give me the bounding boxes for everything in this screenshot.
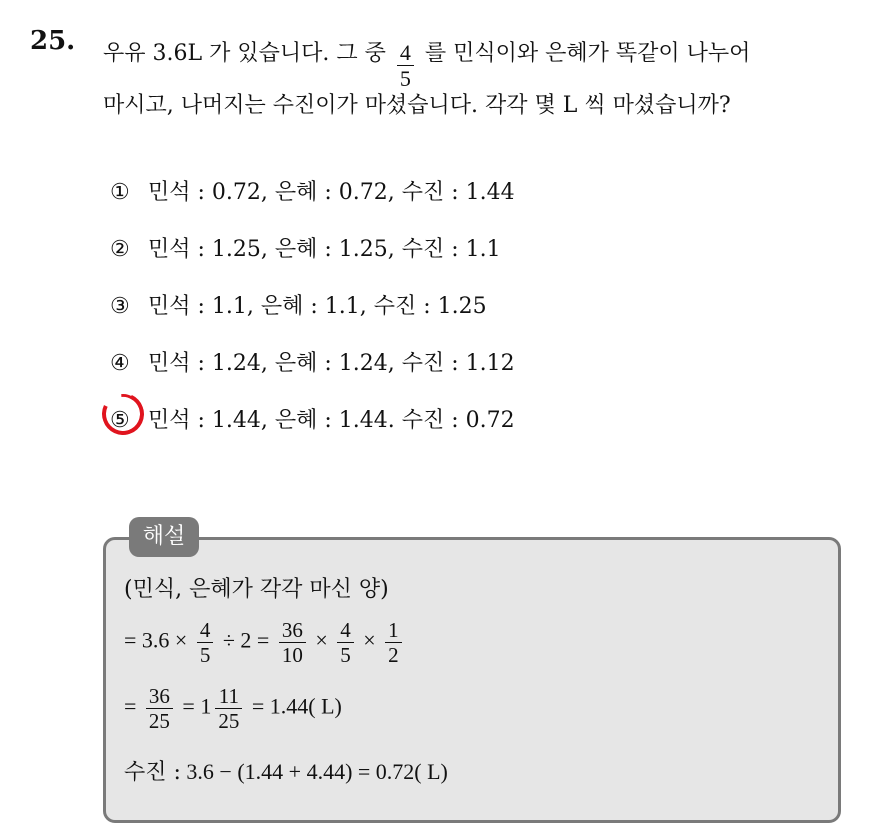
fraction-denominator: 2 [388,643,399,668]
choice-marker: ④ [110,351,130,376]
fraction-numerator: 11 [215,684,242,709]
fraction [279,618,306,667]
fraction [385,618,402,667]
choice-marker: ③ [110,294,130,319]
fraction [197,618,214,667]
fraction-numerator: 36 [279,618,306,643]
expr-label: 수진 : [124,760,181,785]
choice-text: 민석 : 1.25, 은혜 : 1.25, 수진 : 1.1 [148,237,501,262]
question-number: 25. [30,26,76,56]
question-line-1 [103,28,751,92]
choice-text: 민석 : 1.1, 은혜 : 1.1, 수진 : 1.25 [148,294,487,319]
expr-part: = 3.6 × [124,627,188,653]
explanation-line-2 [124,618,406,667]
choice-text: 민석 : 0.72, 은혜 : 0.72, 수진 : 1.44 [148,180,515,205]
question-fraction [397,40,414,92]
fraction-denominator: 10 [281,643,303,668]
fraction-numerator: 36 [146,684,173,709]
fraction-denominator: 5 [340,643,351,668]
fraction-numerator: 4 [397,40,414,66]
expr-part: 3.6 − (1.44 + 4.44) = 0.72( L) [186,759,448,784]
choice-2[interactable] [110,232,501,263]
fraction [337,618,354,667]
choice-5[interactable] [110,403,515,434]
choice-text: 민석 : 1.24, 은혜 : 1.24, 수진 : 1.12 [148,351,515,376]
choice-marker: ① [110,180,130,205]
choice-marker: ⑤ [110,408,130,433]
fraction-denominator: 5 [199,643,211,668]
fraction-numerator: 1 [385,618,402,643]
expr-part: × [315,627,328,653]
explanation-line-3 [124,684,342,733]
expr-part: ÷ 2 = [222,627,270,653]
expr-part: = 1 [182,693,212,719]
choice-text: 민석 : 1.44, 은혜 : 1.44. 수진 : 0.72 [148,408,515,433]
choice-3[interactable] [110,289,487,320]
explanation-tag: 해설 [129,517,199,557]
fraction [146,684,173,733]
question-text-part1: 우유 3.6L 가 있습니다. 그 중 [103,40,386,66]
expr-part: = [124,693,137,719]
fraction-denominator: 5 [399,66,411,92]
fraction-numerator: 4 [197,618,214,643]
expr-part: × [363,627,376,653]
explanation-line-4 [124,755,448,786]
expr-part: = 1.44( L) [251,693,342,719]
choice-marker: ② [110,237,130,262]
explanation-line-1: (민식, 은혜가 각각 마신 양) [124,577,389,602]
question-text-part2: 를 민식이와 은혜가 똑같이 나누어 [424,40,751,66]
choice-4[interactable] [110,346,515,377]
choice-1[interactable] [110,175,515,206]
fraction-denominator: 25 [148,709,170,734]
question-line-2: 마시고, 나머지는 수진이가 마셨습니다. 각각 몇 L 씩 마셨습니까? [103,93,731,118]
fraction-numerator: 4 [337,618,354,643]
fraction [215,684,242,733]
fraction-denominator: 25 [218,709,240,734]
